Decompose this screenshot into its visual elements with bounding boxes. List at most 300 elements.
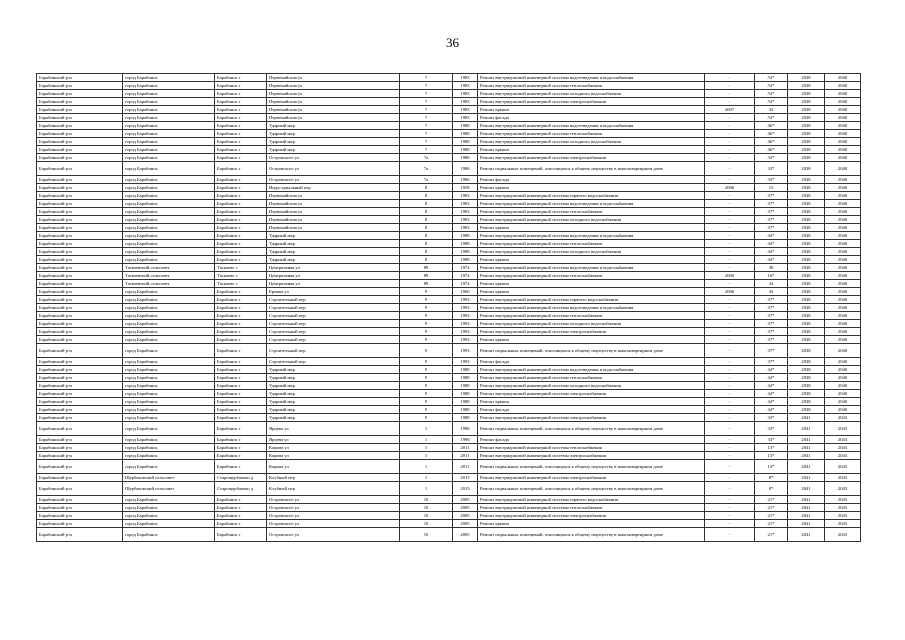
cell-wear: 33* [755, 436, 788, 444]
cell-locality: Барабинск г [215, 162, 267, 176]
cell-street: Первомайская ул [267, 224, 400, 232]
cell-last-repair-year: - [705, 216, 755, 224]
table-row [37, 336, 861, 344]
cell-plan-end-year: 2040 [825, 382, 861, 390]
cell-street: Индустриальный пер [267, 184, 400, 192]
cell-district: Барабинский р-н [37, 520, 123, 528]
cell-locality: Барабинск г [215, 184, 267, 192]
table-row [37, 452, 861, 460]
table-row [37, 520, 861, 528]
cell-street: Строительный пер [267, 320, 400, 328]
table-row [37, 320, 861, 328]
cell-municipality: город Барабинск [123, 336, 215, 344]
table-body [37, 74, 861, 542]
cell-last-repair-year: - [705, 154, 755, 162]
cell-work-type: Ремонт внутридомовой инженерной системы теплоснабжения [478, 444, 705, 452]
cell-build-year: 1960 [453, 288, 478, 296]
cell-plan-end-year: 2040 [825, 130, 861, 138]
cell-plan-end-year: 2040 [825, 232, 861, 240]
cell-plan-end-year: 2040 [825, 304, 861, 312]
cell-district: Барабинский р-н [37, 320, 123, 328]
cell-last-repair-year: - [705, 200, 755, 208]
cell-municipality: Таскаевский сельсовет [123, 272, 215, 280]
cell-district: Барабинский р-н [37, 414, 123, 422]
cell-plan-start-year: 2038 [788, 398, 825, 406]
cell-last-repair-year: - [705, 192, 755, 200]
cell-last-repair-year: - [705, 162, 755, 176]
table-row [37, 264, 861, 272]
cell-plan-start-year: 2038 [788, 264, 825, 272]
cell-house-number: 8 [400, 224, 453, 232]
cell-house-number: 9 [400, 366, 453, 374]
cell-wear: 37* [755, 312, 788, 320]
cell-street: Кирова ул [267, 444, 400, 452]
cell-locality: Барабинск г [215, 224, 267, 232]
cell-wear: 21* [755, 504, 788, 512]
cell-plan-start-year: 2038 [788, 280, 825, 288]
cell-plan-end-year: 2040 [825, 296, 861, 304]
cell-wear: 21* [755, 520, 788, 528]
cell-wear: 53* [755, 98, 788, 106]
cell-municipality: город Барабинск [123, 192, 215, 200]
cell-work-type: Ремонт внутридомовой инженерной системы теплоснабжения [478, 240, 705, 248]
cell-plan-start-year: 2038 [788, 328, 825, 336]
cell-last-repair-year: - [705, 444, 755, 452]
cell-last-repair-year: - [705, 374, 755, 382]
cell-plan-start-year: 2038 [788, 200, 825, 208]
cell-house-number: 1 [400, 444, 453, 452]
cell-work-type: Ремонт крыши [478, 398, 705, 406]
cell-locality: Барабинск г [215, 114, 267, 122]
cell-last-repair-year: - [705, 232, 755, 240]
cell-build-year: 2005 [453, 520, 478, 528]
cell-locality: Барабинск г [215, 512, 267, 520]
cell-last-repair-year: - [705, 138, 755, 146]
cell-build-year: 1993 [453, 320, 478, 328]
cell-build-year: 1988 [453, 240, 478, 248]
cell-street: Клубный пер [267, 482, 400, 496]
cell-house-number: 7 [400, 82, 453, 90]
table-row [37, 288, 861, 296]
cell-municipality: Таскаевский сельсовет [123, 280, 215, 288]
cell-work-type: Ремонт внутридомовой инженерной системы электроснабжения [478, 98, 705, 106]
cell-street: Островского ул [267, 528, 400, 542]
cell-district: Барабинский р-н [37, 224, 123, 232]
cell-plan-start-year: 2041 [788, 422, 825, 436]
cell-district: Барабинский р-н [37, 208, 123, 216]
cell-street: Ударный мкр [267, 390, 400, 398]
cell-locality: Таскаево с [215, 280, 267, 288]
cell-plan-start-year: 2038 [788, 74, 825, 82]
table-row [37, 232, 861, 240]
cell-wear: 16* [755, 272, 788, 280]
cell-house-number: 7 [400, 138, 453, 146]
cell-locality: Барабинск г [215, 288, 267, 296]
cell-house-number: 9 [400, 288, 453, 296]
cell-street: Ударный мкр [267, 382, 400, 390]
cell-locality: Старощербаково д [215, 474, 267, 482]
cell-house-number: 9 [400, 390, 453, 398]
table-row [37, 496, 861, 504]
cell-plan-start-year: 2038 [788, 224, 825, 232]
cell-work-type: Ремонт подвальных помещений, относящихся к общему имуществу в многоквартирном доме [478, 482, 705, 496]
cell-last-repair-year: - [705, 398, 755, 406]
cell-work-type: Ремонт внутридомовой инженерной системы водоотведения и водоснабжения [478, 264, 705, 272]
cell-municipality: город Барабинск [123, 82, 215, 90]
cell-municipality: Таскаевский сельсовет [123, 264, 215, 272]
cell-house-number: 9 [400, 358, 453, 366]
table-row [37, 358, 861, 366]
cell-district: Барабинский р-н [37, 304, 123, 312]
cell-build-year: 1988 [453, 406, 478, 414]
cell-district: Барабинский р-н [37, 106, 123, 114]
cell-street: Ударный мкр [267, 138, 400, 146]
cell-plan-start-year: 2038 [788, 256, 825, 264]
cell-municipality: город Барабинск [123, 422, 215, 436]
cell-municipality: город Барабинск [123, 414, 215, 422]
cell-wear: 44* [755, 398, 788, 406]
cell-last-repair-year: - [705, 98, 755, 106]
cell-municipality: город Барабинск [123, 460, 215, 474]
table-row [37, 528, 861, 542]
cell-locality: Барабинск г [215, 382, 267, 390]
cell-district: Барабинский р-н [37, 366, 123, 374]
cell-last-repair-year: - [705, 176, 755, 184]
cell-plan-start-year: 2041 [788, 504, 825, 512]
cell-work-type: Ремонт внутридомовой инженерной системы электроснабжения [478, 154, 705, 162]
cell-plan-end-year: 2040 [825, 280, 861, 288]
cell-plan-start-year: 2038 [788, 106, 825, 114]
cell-last-repair-year: - [705, 422, 755, 436]
cell-house-number: 1 [400, 482, 453, 496]
cell-work-type: Ремонт крыши [478, 146, 705, 154]
cell-street: Ударный мкр [267, 414, 400, 422]
cell-build-year: 1983 [453, 224, 478, 232]
table-row [37, 296, 861, 304]
cell-locality: Барабинск г [215, 248, 267, 256]
cell-build-year: 1988 [453, 232, 478, 240]
cell-house-number: 9 [400, 414, 453, 422]
cell-street: Строительный пер [267, 296, 400, 304]
cell-street: Строительный пер [267, 358, 400, 366]
cell-plan-end-year: 2040 [825, 344, 861, 358]
table-row [37, 406, 861, 414]
cell-plan-start-year: 2041 [788, 520, 825, 528]
cell-street: Строительный пер [267, 328, 400, 336]
cell-work-type: Ремонт внутридомовой инженерной системы холодного водоснабжения [478, 90, 705, 98]
cell-wear: 13* [755, 444, 788, 452]
cell-locality: Барабинск г [215, 138, 267, 146]
cell-last-repair-year: - [705, 358, 755, 366]
cell-plan-start-year: 2041 [788, 512, 825, 520]
cell-district: Барабинский р-н [37, 482, 123, 496]
cell-wear: 53* [755, 82, 788, 90]
cell-district: Барабинский р-н [37, 176, 123, 184]
cell-work-type: Ремонт фасада [478, 406, 705, 414]
cell-build-year: 1983 [453, 106, 478, 114]
cell-last-repair-year: - [705, 224, 755, 232]
cell-plan-end-year: 2040 [825, 224, 861, 232]
cell-district: Барабинский р-н [37, 256, 123, 264]
cell-last-repair-year: - [705, 390, 755, 398]
cell-locality: Таскаево с [215, 272, 267, 280]
cell-district: Барабинский р-н [37, 512, 123, 520]
table-row [37, 192, 861, 200]
cell-locality: Барабинск г [215, 176, 267, 184]
cell-district: Барабинский р-н [37, 146, 123, 154]
table-row [37, 398, 861, 406]
cell-build-year: 1974 [453, 264, 478, 272]
cell-plan-start-year: 2038 [788, 304, 825, 312]
cell-build-year: 1986 [453, 162, 478, 176]
register-table-container [36, 73, 860, 542]
cell-municipality: город Барабинск [123, 216, 215, 224]
cell-wear: 53* [755, 74, 788, 82]
cell-wear: 53* [755, 114, 788, 122]
cell-house-number: 8 [400, 184, 453, 192]
cell-wear: 44* [755, 232, 788, 240]
cell-house-number: 9 [400, 382, 453, 390]
cell-municipality: город Барабинск [123, 436, 215, 444]
cell-municipality: город Барабинск [123, 344, 215, 358]
cell-last-repair-year: 2007 [705, 106, 755, 114]
cell-work-type: Ремонт фасада [478, 358, 705, 366]
cell-locality: Барабинск г [215, 146, 267, 154]
cell-build-year: 1988 [453, 256, 478, 264]
cell-plan-start-year: 2038 [788, 154, 825, 162]
table-row [37, 272, 861, 280]
cell-work-type: Ремонт внутридомовой инженерной системы водоотведения и водоснабжения [478, 304, 705, 312]
cell-locality: Барабинск г [215, 90, 267, 98]
cell-locality: Барабинск г [215, 344, 267, 358]
cell-municipality: город Барабинск [123, 106, 215, 114]
cell-street: Первомайская ул [267, 74, 400, 82]
table-row [37, 280, 861, 288]
cell-street: Строительный пер [267, 344, 400, 358]
cell-last-repair-year: - [705, 414, 755, 422]
cell-build-year: 1988 [453, 138, 478, 146]
cell-district: Барабинский р-н [37, 344, 123, 358]
cell-house-number: 9 [400, 328, 453, 336]
cell-work-type: Ремонт внутридомовой инженерной системы теплоснабжения [478, 374, 705, 382]
cell-wear: 37* [755, 192, 788, 200]
table-row [37, 138, 861, 146]
table-row [37, 460, 861, 474]
table-row [37, 200, 861, 208]
cell-municipality: город Барабинск [123, 382, 215, 390]
cell-house-number: 89 [400, 272, 453, 280]
cell-district: Барабинский р-н [37, 288, 123, 296]
cell-plan-end-year: 2040 [825, 272, 861, 280]
cell-plan-start-year: 2038 [788, 312, 825, 320]
cell-plan-end-year: 2040 [825, 74, 861, 82]
cell-plan-end-year: 2040 [825, 90, 861, 98]
cell-plan-end-year: 2040 [825, 192, 861, 200]
cell-plan-end-year: 2040 [825, 366, 861, 374]
cell-plan-start-year: 2038 [788, 336, 825, 344]
cell-work-type: Ремонт подвальных помещений, относящихся к общему имуществу в многоквартирном доме [478, 344, 705, 358]
cell-locality: Барабинск г [215, 460, 267, 474]
cell-plan-end-year: 2040 [825, 82, 861, 90]
cell-street: Островского ул [267, 512, 400, 520]
cell-wear: 37* [755, 336, 788, 344]
cell-build-year: 1988 [453, 248, 478, 256]
cell-plan-end-year: 2040 [825, 98, 861, 106]
cell-wear: 44* [755, 390, 788, 398]
cell-plan-start-year: 2041 [788, 474, 825, 482]
cell-plan-end-year: 2043 [825, 436, 861, 444]
cell-build-year: 2005 [453, 528, 478, 542]
cell-last-repair-year: - [705, 482, 755, 496]
cell-municipality: Щербаковский сельсовет [123, 482, 215, 496]
cell-street: Ударный мкр [267, 398, 400, 406]
cell-wear: 43 [755, 288, 788, 296]
cell-municipality: город Барабинск [123, 512, 215, 520]
cell-district: Барабинский р-н [37, 272, 123, 280]
cell-wear: 34 [755, 280, 788, 288]
cell-build-year: 1988 [453, 390, 478, 398]
cell-municipality: город Барабинск [123, 520, 215, 528]
cell-work-type: Ремонт внутридомовой инженерной системы электроснабжения [478, 474, 705, 482]
cell-wear: 46* [755, 138, 788, 146]
cell-district: Барабинский р-н [37, 382, 123, 390]
cell-plan-end-year: 2040 [825, 240, 861, 248]
cell-last-repair-year: - [705, 328, 755, 336]
cell-work-type: Ремонт внутридомовой инженерной системы горячего водоснабжения [478, 192, 705, 200]
cell-build-year: 1983 [453, 192, 478, 200]
cell-municipality: город Барабинск [123, 256, 215, 264]
cell-work-type: Ремонт внутридомовой инженерной системы холодного водоснабжения [478, 138, 705, 146]
cell-locality: Таскаево с [215, 264, 267, 272]
cell-work-type: Ремонт внутридомовой инженерной системы теплоснабжения [478, 312, 705, 320]
cell-locality: Барабинск г [215, 414, 267, 422]
cell-build-year: 2005 [453, 496, 478, 504]
cell-work-type: Ремонт внутридомовой инженерной системы водоотведения и водоснабжения [478, 200, 705, 208]
cell-build-year: 1993 [453, 296, 478, 304]
cell-street: Первомайская ул [267, 98, 400, 106]
cell-wear: 44* [755, 248, 788, 256]
cell-street: Ударный мкр [267, 146, 400, 154]
cell-build-year: 2011 [453, 452, 478, 460]
cell-plan-end-year: 2040 [825, 264, 861, 272]
cell-build-year: 1993 [453, 344, 478, 358]
table-row [37, 114, 861, 122]
cell-build-year: 2011 [453, 444, 478, 452]
cell-wear: 33* [755, 414, 788, 422]
cell-last-repair-year: - [705, 208, 755, 216]
cell-municipality: город Барабинск [123, 398, 215, 406]
cell-last-repair-year: - [705, 74, 755, 82]
cell-municipality: город Барабинск [123, 248, 215, 256]
cell-street: Строительный пер [267, 312, 400, 320]
cell-municipality: город Барабинск [123, 208, 215, 216]
cell-plan-end-year: 2043 [825, 444, 861, 452]
cell-plan-end-year: 2040 [825, 216, 861, 224]
cell-work-type: Ремонт внутридомовой инженерной системы холодного водоснабжения [478, 320, 705, 328]
cell-street: Островского ул [267, 176, 400, 184]
cell-street: Островского ул [267, 504, 400, 512]
cell-build-year: 1983 [453, 74, 478, 82]
cell-wear: 44* [755, 256, 788, 264]
cell-plan-end-year: 2043 [825, 414, 861, 422]
cell-street: Ударный мкр [267, 366, 400, 374]
cell-wear: 37* [755, 358, 788, 366]
cell-wear: 37* [755, 328, 788, 336]
cell-district: Барабинский р-н [37, 390, 123, 398]
cell-last-repair-year: - [705, 130, 755, 138]
table-row [37, 208, 861, 216]
table-row [37, 82, 861, 90]
page-number: 36 [446, 35, 459, 50]
cell-wear: 37* [755, 344, 788, 358]
cell-municipality: город Барабинск [123, 528, 215, 542]
cell-district: Барабинский р-н [37, 336, 123, 344]
cell-last-repair-year: - [705, 512, 755, 520]
cell-district: Барабинский р-н [37, 232, 123, 240]
cell-locality: Барабинск г [215, 328, 267, 336]
cell-house-number: 9 [400, 344, 453, 358]
cell-locality: Барабинск г [215, 374, 267, 382]
table-row [37, 312, 861, 320]
cell-street: Ударный мкр [267, 240, 400, 248]
cell-street: Ярцева ул [267, 422, 400, 436]
table-row [37, 162, 861, 176]
table-row [37, 304, 861, 312]
cell-house-number: 10 [400, 512, 453, 520]
cell-plan-end-year: 2040 [825, 288, 861, 296]
cell-municipality: город Барабинск [123, 328, 215, 336]
cell-build-year: 1983 [453, 208, 478, 216]
cell-work-type: Ремонт внутридомовой инженерной системы теплоснабжения [478, 272, 705, 280]
cell-district: Барабинский р-н [37, 192, 123, 200]
cell-build-year: 2011 [453, 460, 478, 474]
cell-locality: Барабинск г [215, 216, 267, 224]
cell-work-type: Ремонт внутридомовой инженерной системы водоотведения и водоснабжения [478, 232, 705, 240]
cell-plan-start-year: 2038 [788, 232, 825, 240]
cell-plan-end-year: 2043 [825, 460, 861, 474]
cell-last-repair-year: - [705, 248, 755, 256]
cell-wear: 37* [755, 296, 788, 304]
cell-street: Первомайская ул [267, 106, 400, 114]
cell-plan-start-year: 2038 [788, 406, 825, 414]
cell-build-year: 1983 [453, 98, 478, 106]
cell-work-type: Ремонт внутридомовой инженерной системы водоотведения и водоснабжения [478, 366, 705, 374]
cell-house-number: 7а [400, 162, 453, 176]
cell-last-repair-year: - [705, 474, 755, 482]
cell-locality: Барабинск г [215, 436, 267, 444]
cell-wear: 37* [755, 200, 788, 208]
cell-last-repair-year: - [705, 406, 755, 414]
cell-street: Островского ул [267, 496, 400, 504]
cell-plan-end-year: 2040 [825, 248, 861, 256]
cell-work-type: Ремонт фасада [478, 176, 705, 184]
cell-last-repair-year: - [705, 146, 755, 154]
cell-street: Ермака ул [267, 288, 400, 296]
cell-last-repair-year: - [705, 336, 755, 344]
cell-plan-start-year: 2041 [788, 414, 825, 422]
cell-work-type: Ремонт подвальных помещений, относящихся к общему имуществу в многоквартирном доме [478, 162, 705, 176]
cell-last-repair-year: - [705, 504, 755, 512]
cell-wear: 32 [755, 106, 788, 114]
table-row [37, 106, 861, 114]
cell-plan-start-year: 2041 [788, 482, 825, 496]
cell-locality: Барабинск г [215, 82, 267, 90]
cell-last-repair-year: - [705, 460, 755, 474]
cell-work-type: Ремонт крыши [478, 520, 705, 528]
cell-last-repair-year: - [705, 256, 755, 264]
cell-plan-end-year: 2040 [825, 114, 861, 122]
cell-house-number: 7 [400, 130, 453, 138]
